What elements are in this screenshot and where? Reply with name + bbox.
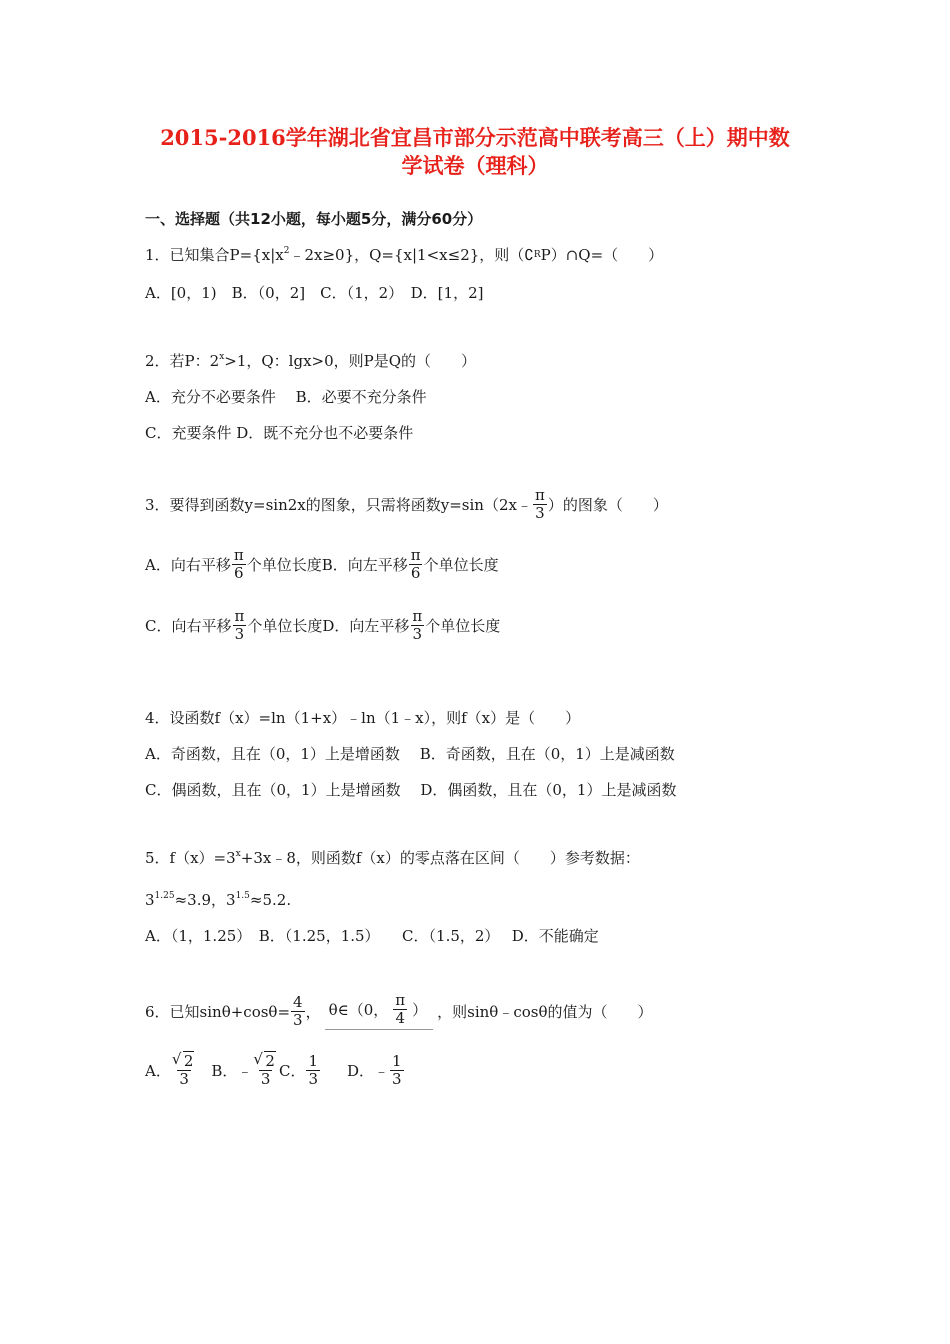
fraction-1-over-3: $\frac{1}{3}$ <box>392 1052 402 1088</box>
fraction-pi-over-3: $\frac{\pi}{3}$ <box>534 486 545 522</box>
q1-stem-part: P）∩Q=（ ） <box>540 246 664 264</box>
q2-superscript: x <box>219 351 225 362</box>
exam-title <box>60 124 890 180</box>
fraction-4-over-3: $\frac{4}{3}$ <box>293 992 303 1029</box>
ref-data-part: 3 <box>145 890 155 909</box>
question-2-options-cd: C．充要条件 D．既不充分也不必要条件 <box>145 424 414 442</box>
q6-stem-part: ，则sinθ﹣cosθ的值为（ ） <box>437 1002 653 1021</box>
ref-exponent: 1.5 <box>235 890 250 901</box>
q2-stem-part: 2．若P：2 <box>145 352 220 370</box>
title-line-2: 学试卷（理科） <box>401 153 549 178</box>
option-text: C．向右平移 <box>145 617 232 635</box>
q5-stem-part: +3x﹣8，则函数f（x）的零点落在区间（ ）参考数据： <box>240 849 640 867</box>
question-5-stem <box>145 847 640 868</box>
fraction-1-over-3: $\frac{1}{3}$ <box>308 1052 318 1088</box>
question-5-options: A．（1，1.25） B．（1.25，1.5） C．（1.5，2） D．不能确定 <box>145 927 599 945</box>
ref-data-part: ≈5.2. <box>249 890 292 909</box>
q5-superscript: x <box>235 848 241 859</box>
option-text: A．向右平移 <box>145 556 231 574</box>
question-3-stem <box>145 487 668 522</box>
option-text: 个单位长度 <box>425 617 501 635</box>
q3-stem-part: ）的图象（ ） <box>547 496 668 514</box>
complement-symbol: ∁ <box>524 245 534 264</box>
fraction-root2-over-3: √ $\frac{2}{3}$ <box>253 1053 278 1088</box>
theta-range-text: θ∈（0， <box>328 1001 389 1019</box>
question-1-stem <box>145 244 663 265</box>
question-2-stem <box>145 350 476 371</box>
option-a-label: A． <box>145 1062 171 1080</box>
fraction-pi-over-6: $\frac{\pi}{6}$ <box>410 546 421 582</box>
section-heading: 一、选择题（共12小题，每小题5分，满分60分） <box>145 210 483 228</box>
q6-comma: ， <box>305 1002 321 1021</box>
question-3-options-ab <box>145 547 499 582</box>
fraction-pi-over-3: $\frac{\pi}{3}$ <box>412 607 423 643</box>
q2-stem-part: >1，Q：lgx>0，则P是Q的（ ） <box>224 352 477 370</box>
option-text: 个单位长度B．向左平移 <box>246 556 408 574</box>
ref-exponent: 1.25 <box>154 890 175 901</box>
theta-range-close: ） <box>412 1001 428 1019</box>
q1-stem-part: 1．已知集合P={x|x <box>145 246 284 264</box>
question-2-options-ab: A．充分不必要条件 B．必要不充分条件 <box>145 388 427 406</box>
question-6-stem <box>145 992 653 1030</box>
question-1-options: A．[0，1) B．（0，2] C．（1，2） D．[1，2] <box>145 284 484 302</box>
question-4-stem: 4．设函数f（x）=ln（1+x）﹣ln（1﹣x），则f（x）是（ ） <box>145 709 581 727</box>
question-3-options-cd <box>145 608 500 643</box>
option-text: 个单位长度 <box>423 556 499 574</box>
q6-stem-part: 6．已知sinθ+cosθ= <box>145 1002 291 1021</box>
question-4-options-cd: C．偶函数，且在（0，1）上是增函数 D．偶函数，且在（0，1）上是减函数 <box>145 781 677 799</box>
option-d-label: D．﹣ <box>347 1062 390 1080</box>
fraction-pi-over-4: $\frac{\pi}{4}$ <box>395 991 406 1027</box>
theta-range-formula <box>325 992 434 1030</box>
question-6-options <box>145 1053 405 1088</box>
fraction-pi-over-3: $\frac{\pi}{3}$ <box>234 607 245 643</box>
q5-stem-part: 5．f（x）=3 <box>145 849 236 867</box>
question-4-options-ab: A．奇函数，且在（0，1）上是增函数 B．奇函数，且在（0，1）上是减函数 <box>145 745 675 763</box>
option-b-label: B．﹣ <box>211 1062 253 1080</box>
fraction-pi-over-6: $\frac{\pi}{6}$ <box>233 546 244 582</box>
ref-data-part: ≈3.9，3 <box>174 891 236 909</box>
option-text: 个单位长度D．向左平移 <box>247 617 410 635</box>
title-line-1: 2015-2016学年湖北省宜昌市部分示范高中联考高三（上）期中数 <box>160 125 790 150</box>
complement-subscript: R <box>533 249 541 260</box>
q1-stem-part: ﹣2x≥0}，Q={x|1<x≤2}，则（ <box>289 246 525 264</box>
q3-stem-part: 3．要得到函数y=sin2x的图象，只需将函数y=sin（2x﹣ <box>145 496 532 514</box>
fraction-root2-over-3: √ $\frac{2}{3}$ <box>172 1053 197 1088</box>
option-c-label: C． <box>278 1062 306 1080</box>
q1-superscript: 2 <box>283 245 290 256</box>
question-5-reference-data <box>145 889 291 910</box>
